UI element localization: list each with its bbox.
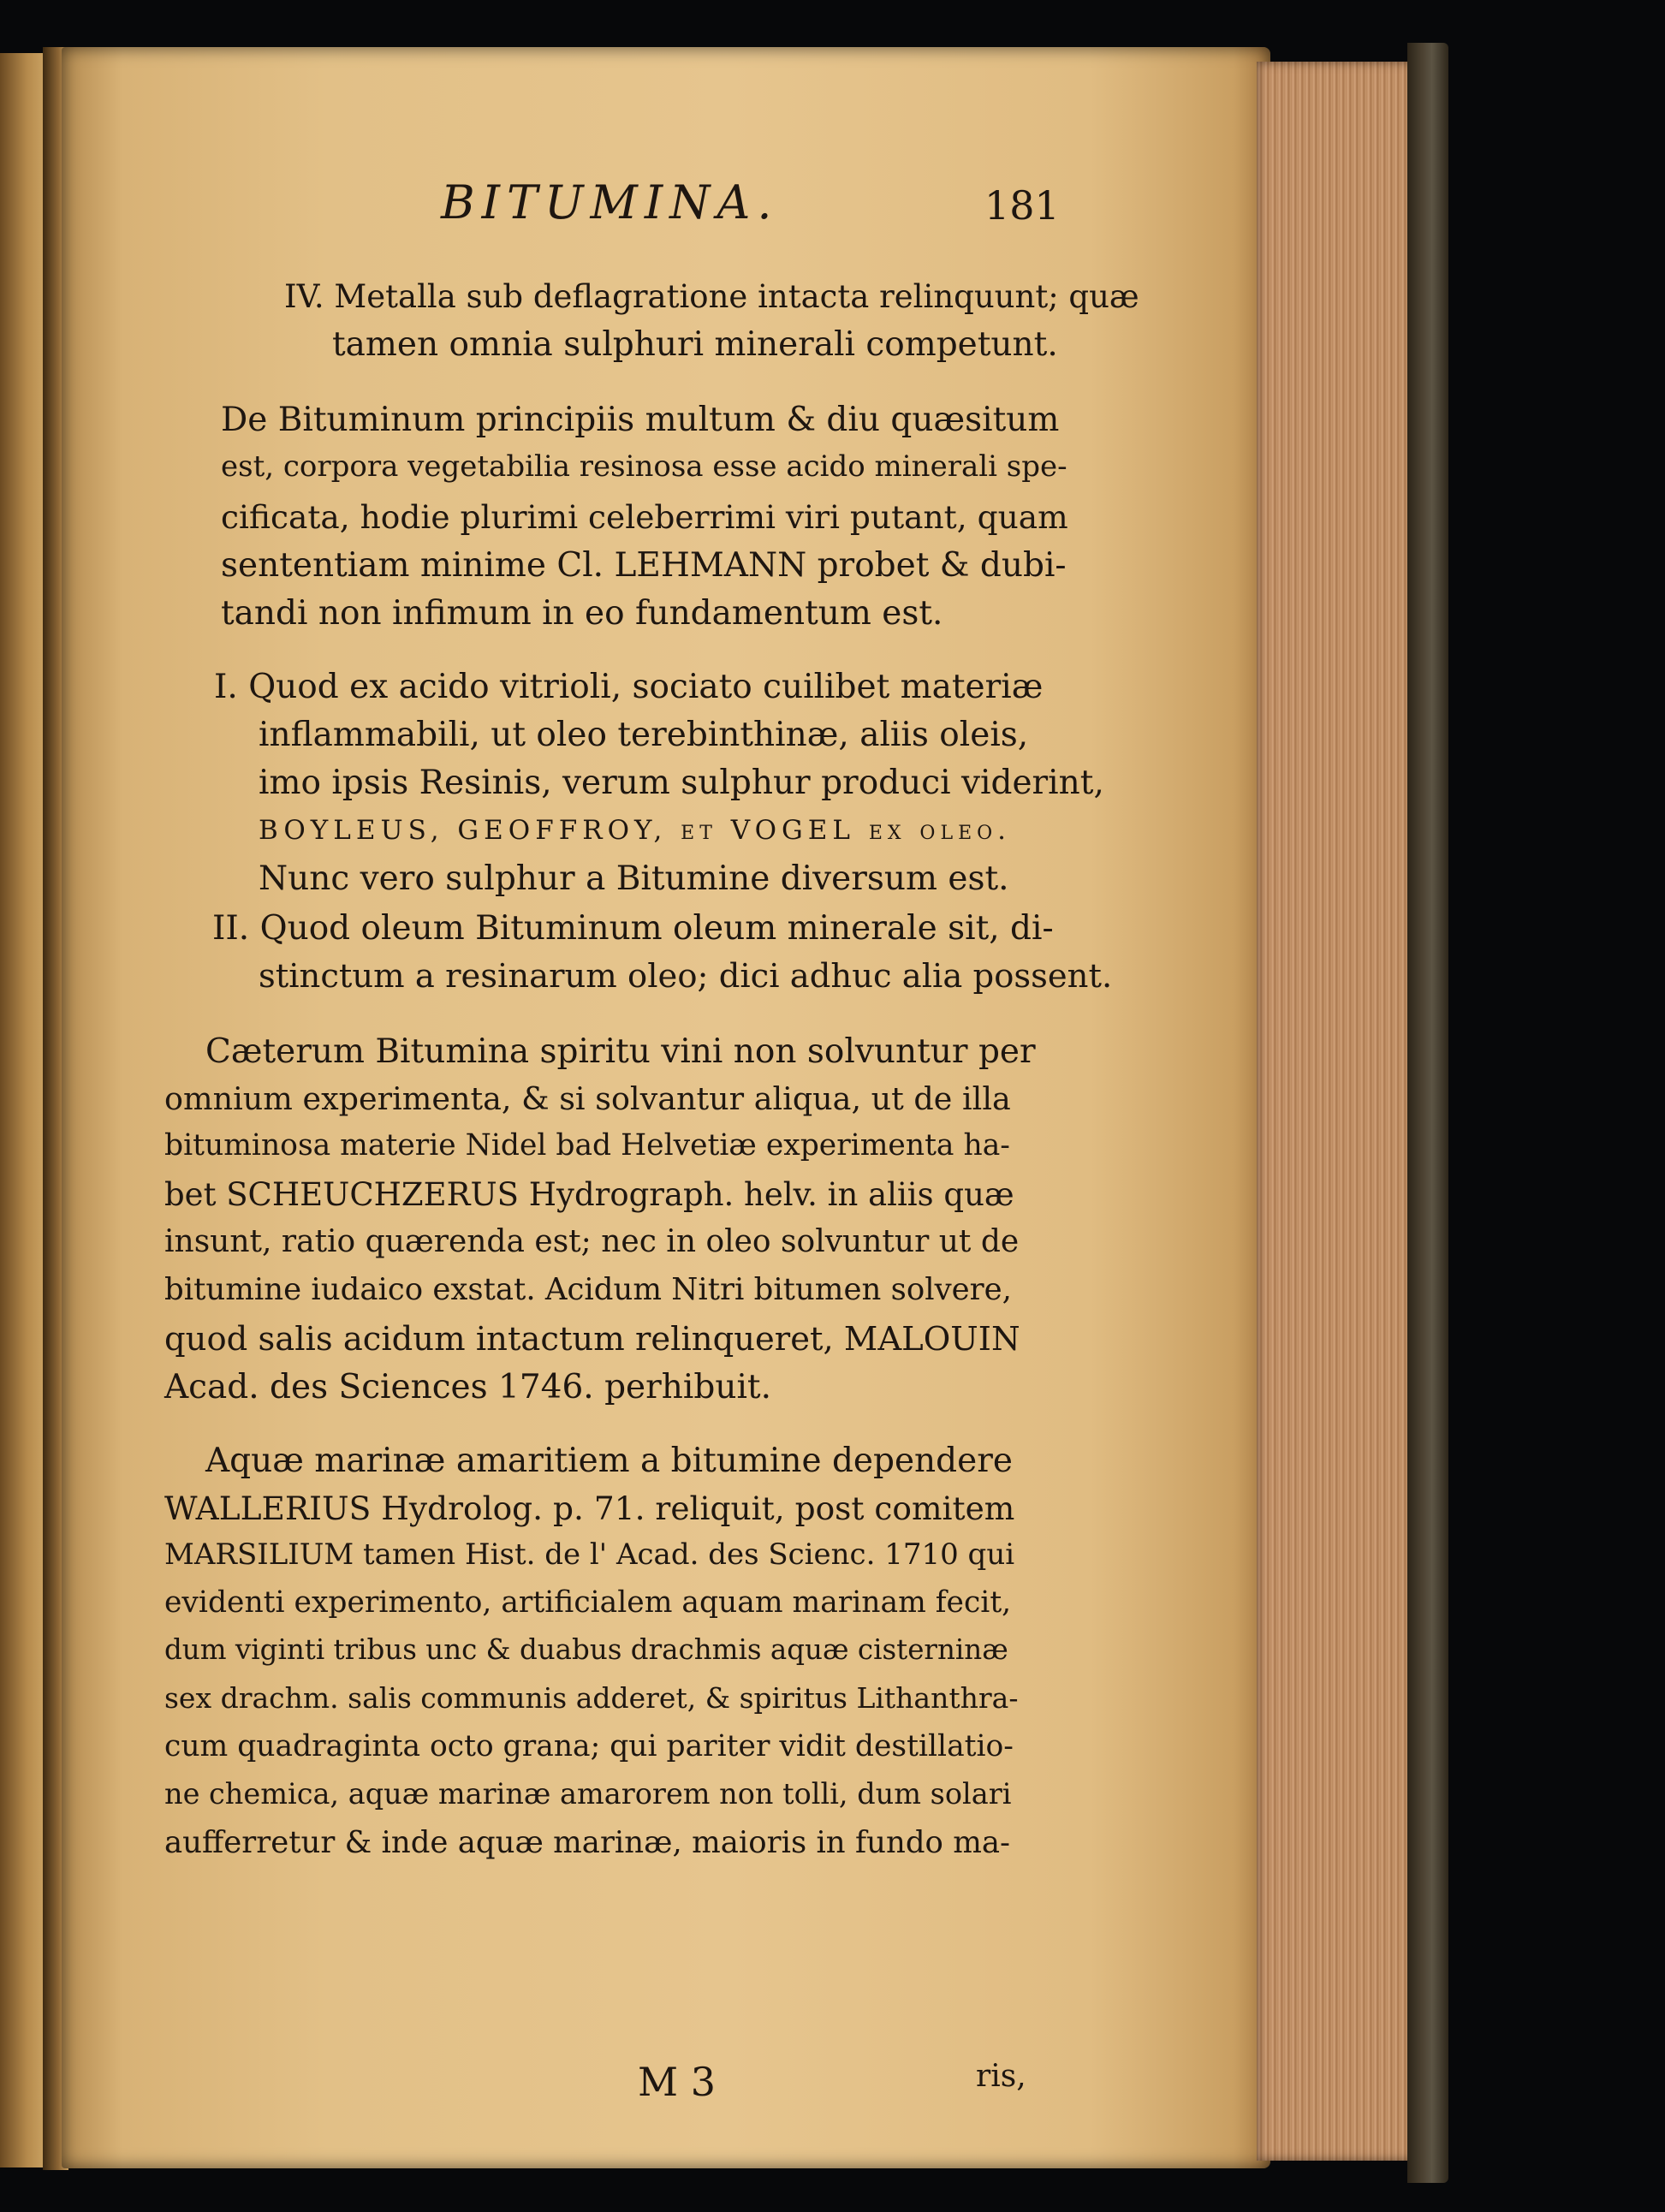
text-line: Aquæ marinæ amaritiem a bitumine dependere — [205, 1442, 1013, 1480]
text-line: evidenti experimento, artificialem aquam marinam fecit, — [164, 1585, 1012, 1620]
text-line: De Bituminum principiis multum & diu quæsitum — [221, 401, 1060, 439]
text-line: BOYLEUS, GEOFFROY, et VOGEL ex oleo. — [259, 815, 1012, 846]
text-line: insunt, ratio quærenda est; nec in oleo solvuntur ut de — [164, 1224, 1020, 1259]
text-line: imo ipsis Resinis, verum sulphur produci viderint, — [259, 764, 1104, 802]
text-line: sententiam minime Cl. LEHMANN probet & dubi- — [221, 546, 1067, 585]
text-line: quod salis acidum intactum relinqueret, MALOUIN — [164, 1320, 1020, 1359]
text-line: dum viginti tribus unc & duabus drachmis aquæ cisterninæ — [164, 1633, 1008, 1666]
text-line: WALLERIUS Hydrolog. p. 71. reliquit, post comitem — [164, 1490, 1015, 1527]
book-cover-edge — [1407, 43, 1448, 2183]
text-line: bitumine iudaico exstat. Acidum Nitri bitumen solvere, — [164, 1272, 1012, 1307]
text-line: bituminosa materie Nidel bad Helvetiæ experimenta ha- — [164, 1128, 1010, 1162]
text-line: est, corpora vegetabilia resinosa esse acido minerali spe- — [221, 449, 1067, 484]
text-line: stinctum a resinarum oleo; dici adhuc alia possent. — [259, 957, 1113, 996]
signature-mark: M 3 — [638, 2059, 716, 2105]
text-line: cum quadraginta octo grana; qui pariter vidit destillatio- — [164, 1729, 1014, 1763]
text-line: tandi non infimum in eo fundamentum est. — [221, 594, 943, 633]
page-fore-edge — [1257, 62, 1416, 2161]
text-line: Cæterum Bitumina spiritu vini non solvuntur per — [205, 1032, 1036, 1071]
text-line: aufferretur & inde aquæ marinæ, maioris in fundo ma- — [164, 1825, 1011, 1860]
text-line: ne chemica, aquæ marinæ amarorem non tolli, dum solari — [164, 1777, 1012, 1811]
text-line: cificata, hodie plurimi celeberrimi viri putant, quam — [221, 498, 1068, 536]
text-line: I. Quod ex acido vitrioli, sociato cuilibet materiæ — [214, 668, 1044, 706]
text-line: Nunc vero sulphur a Bitumine diversum est. — [259, 859, 1009, 898]
text-line: tamen omnia sulphuri minerali competunt. — [332, 325, 1058, 364]
running-title: BITUMINA. — [441, 175, 779, 229]
text-line: II. Quod oleum Bituminum oleum minerale sit, di- — [212, 909, 1054, 948]
text-line: omnium experimenta, & si solvantur aliqua, ut de illa — [164, 1080, 1011, 1117]
text-line: inflammabili, ut oleo terebinthinæ, aliis oleis, — [259, 716, 1029, 754]
text-line: Acad. des Sciences 1746. perhibuit. — [164, 1368, 771, 1406]
text-line: sex drachm. salis communis adderet, & spiritus Lithanthra- — [164, 1681, 1019, 1715]
catchword: ris, — [976, 2059, 1026, 2094]
text-line: IV. Metalla sub deflagratione intacta relinquunt; quæ — [284, 278, 1139, 315]
text-line: MARSILIUM tamen Hist. de l' Acad. des Scienc. 1710 qui — [164, 1537, 1015, 1572]
text-line: bet SCHEUCHZERUS Hydrograph. helv. in aliis quæ — [164, 1176, 1014, 1213]
page-number: 181 — [984, 182, 1060, 229]
